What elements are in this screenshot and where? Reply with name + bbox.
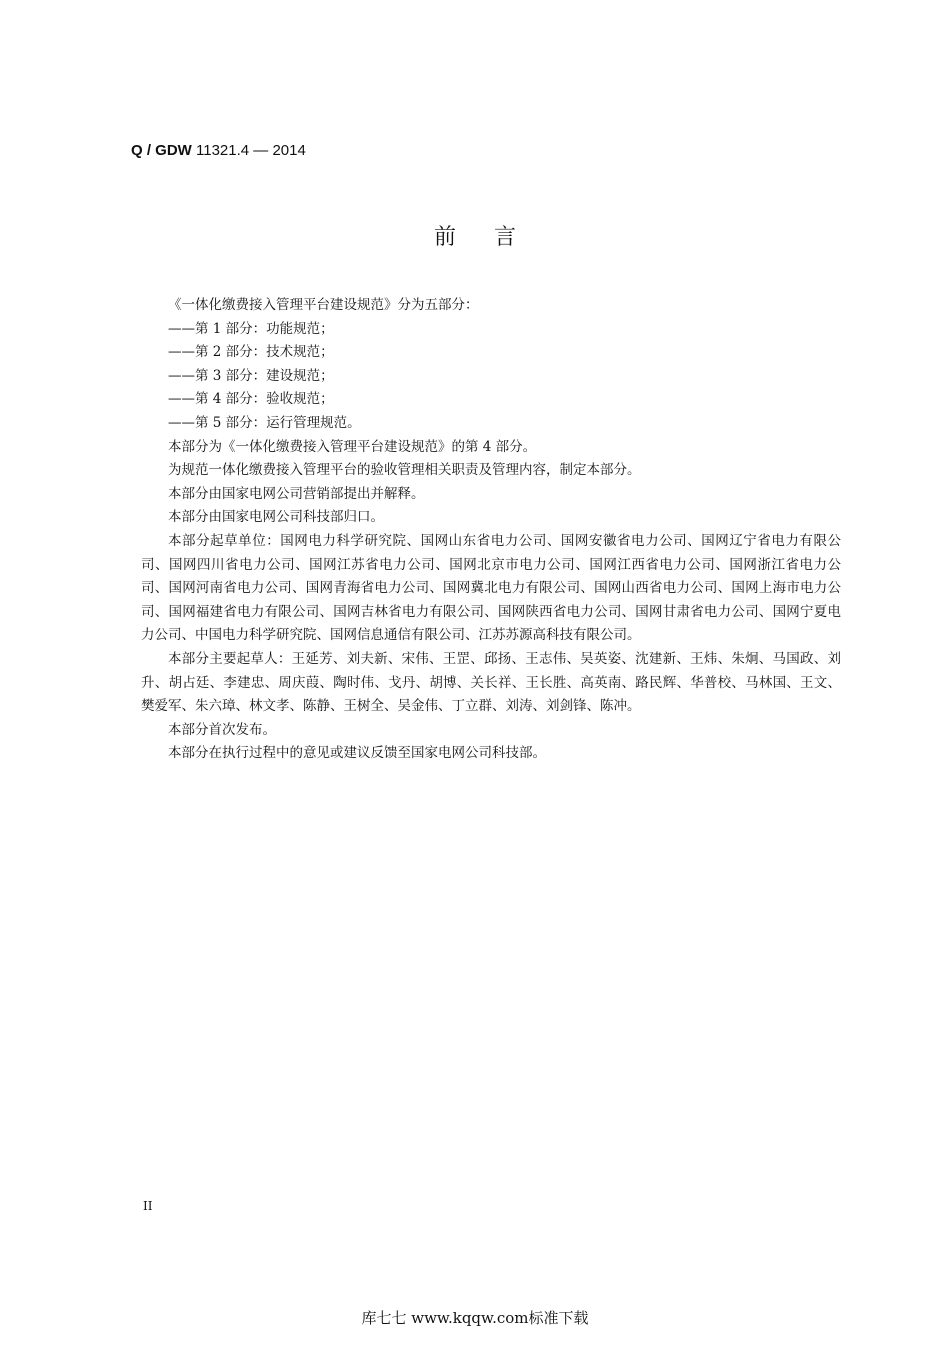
intro-paragraph: 《一体化缴费接入管理平台建设规范》分为五部分： [168,297,479,313]
drafters-paragraph: 本部分主要起草人：王延芳、刘夫新、宋伟、王罡、邱扬、王志伟、吴英姿、沈建新、王炜、朱炯、马国政、刘升、胡占廷、李建忠、周庆葭、陶时伟、戈丹、胡博、关长祥、王长胜、高英南、路民辉、华普校、马林国、王文、樊爱军、朱六璋、林文孝、陈静、王树全、吴金伟、丁立群、刘涛、刘剑锋、陈冲。 [141,650,841,715]
standard-code [131,142,306,159]
list-item: ——第 4 部分：验收规范； [168,391,334,408]
paragraph: 本部分为《一体化缴费接入管理平台建设规范》的第 4 部分。 [168,438,537,455]
drafting-units-paragraph: 本部分起草单位：国网电力科学研究院、国网山东省电力公司、国网安徽省电力公司、国网辽宁省电力有限公司、国网四川省电力公司、国网江苏省电力公司、国网北京市电力公司、国网江西省电力公司、国网浙江省电力公司、国网河南省电力公司、国网青海省电力公司、国网冀北电力有限公司、国网山西省电力公司、国网上海市电力公司、国网福建省电力有限公司、国网吉林省电力有限公司、国网陕西省电力公司、国网甘肃省电力公司、国网宁夏电力公司、中国电力科学研究院、国网信息通信有限公司、江苏苏源高科技有限公司。 [141,532,841,644]
paragraph: 本部分在执行过程中的意见或建议反馈至国家电网公司科技部。 [168,745,546,762]
paragraph: 本部分首次发布。 [168,721,276,738]
foreword-body [141,294,841,766]
list-item: ——第 5 部分：运行管理规范。 [168,414,361,431]
list-item: ——第 3 部分：建设规范； [168,367,334,384]
paragraph: 本部分由国家电网公司科技部归口。 [168,509,384,526]
standard-prefix: Q / GDW [131,142,192,159]
page-number: II [143,1199,153,1213]
list-item: ——第 2 部分：技术规范； [168,344,334,361]
list-item: ——第 1 部分：功能规范； [168,320,334,337]
paragraph: 本部分由国家电网公司营销部提出并解释。 [168,485,425,502]
paragraph: 为规范一体化缴费接入管理平台的验收管理相关职责及管理内容，制定本部分。 [168,462,641,479]
page-title: 前言 [433,225,554,250]
footer-watermark: 库七七 www.kqqw.com标准下载 [361,1309,589,1327]
standard-number: 11321.4 — 2014 [196,142,306,159]
